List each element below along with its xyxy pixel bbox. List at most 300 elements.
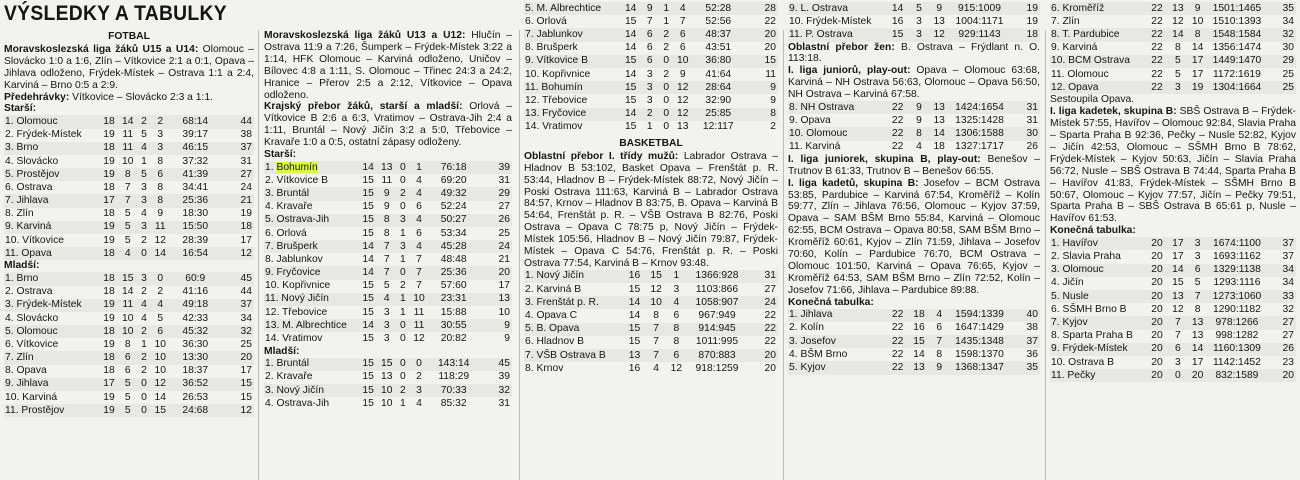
- stat-cell: 20: [1188, 369, 1208, 382]
- stat-cell: 14: [154, 391, 166, 403]
- stat-cell: 11: [413, 306, 425, 318]
- team-name-cell: 11. P. Ostrava: [788, 28, 886, 41]
- stat-cell: 13:30: [169, 351, 222, 364]
- stat-cell: 20: [764, 42, 776, 54]
- stat-cell: 4: [416, 397, 422, 409]
- stat-cell: 12: [929, 28, 949, 41]
- column-5: [1050, 2, 1296, 480]
- stat-cell: 19: [240, 208, 252, 220]
- table-row: [4, 391, 254, 404]
- stat-cell: 9: [157, 208, 164, 220]
- table-row: [524, 121, 778, 134]
- stat-cell: 13: [933, 15, 945, 27]
- stat-cell: 15: [624, 15, 637, 27]
- stat-cell: 14: [1188, 343, 1208, 356]
- standings-table-men-cont: [788, 2, 1040, 42]
- table-row: [264, 371, 512, 384]
- stat-cell: 22: [764, 336, 776, 348]
- stat-cell: 0: [663, 121, 670, 133]
- stat-cell: 3: [1168, 81, 1188, 94]
- stat-cell: 6: [673, 310, 680, 322]
- stat-cell: 12: [674, 81, 692, 94]
- stat-cell: 20: [1146, 369, 1168, 382]
- stat-cell: 7: [1168, 316, 1188, 329]
- stat-cell: 8: [378, 214, 395, 227]
- table-row: [1050, 356, 1296, 369]
- table-row: [1050, 277, 1296, 290]
- stat-cell: 41:64: [705, 68, 732, 80]
- stat-cell: 12:117: [702, 121, 734, 133]
- stat-cell: 32: [1282, 303, 1294, 315]
- team-name-cell: 14. Vratimov: [265, 333, 323, 345]
- stat-cell: 10: [674, 55, 692, 68]
- stat-cell: 6: [124, 365, 131, 377]
- krajsky-paragraph: Krajský přebor žáků, starší a mladší: Orlová – Vítkovice B 2:6 a 6:3, Vratimov – Ostrava-Jih 2:4 a 1:11, Bruntál – Nový Jičín 3:2 a 5:0, Třebovice – Kravaře 1:0 a 0:5, ostatní zápasy odloženy.: [264, 101, 512, 149]
- table-row: [4, 142, 254, 155]
- stat-cell: 3: [137, 194, 152, 207]
- team-name-cell: 6. Vítkovice: [5, 338, 59, 350]
- team-name-cell: 11. Bohumín: [524, 81, 621, 94]
- table-row: [524, 283, 778, 296]
- stat-cell: 22: [1151, 15, 1163, 27]
- stat-cell: 17: [1188, 55, 1208, 68]
- stat-cell: 6: [679, 42, 686, 54]
- column-3: [524, 2, 778, 480]
- stat-cell: 11: [152, 221, 170, 234]
- stat-cell: 11: [122, 129, 134, 141]
- stat-cell: 20: [1146, 316, 1168, 329]
- team-name-cell: 5. M. Albrechtice: [524, 2, 621, 15]
- u15-paragraph: Moravskoslezská liga žáků U15 a U14: Olomouc – Slovácko 1:0 a 1:6, Zlín – Vítkovice 2:1 a 0:1, Opava – Jihlava odloženo, Frýdek-Místek – Ostrava 1:1 a 2:4, Karviná – Brno 0:5 a 2:9.: [4, 43, 254, 91]
- table-row: [524, 296, 778, 309]
- stat-cell: 7: [119, 194, 137, 207]
- stat-cell: 39:17: [182, 129, 209, 141]
- stat-cell: 76:18: [428, 161, 480, 174]
- stat-cell: 36:80: [692, 55, 745, 68]
- stat-cell: 1: [141, 338, 147, 350]
- stat-cell: 22: [1146, 55, 1168, 68]
- stat-cell: 13: [378, 161, 395, 174]
- stat-cell: 48:48: [440, 253, 467, 265]
- table-row: [1050, 237, 1296, 250]
- stat-cell: 7: [378, 240, 395, 253]
- table-row: [788, 348, 1040, 361]
- stat-cell: 20: [1146, 290, 1168, 303]
- stat-cell: 5: [1194, 277, 1201, 289]
- stat-cell: 14: [624, 68, 637, 80]
- stat-cell: 85:32: [440, 397, 467, 409]
- stat-cell: 20: [480, 266, 512, 279]
- stat-cell: 45:32: [169, 325, 222, 338]
- stat-cell: 10: [152, 351, 170, 364]
- stat-cell: 31: [498, 397, 510, 409]
- stat-cell: 3: [395, 214, 410, 227]
- stat-cell: 14: [358, 240, 378, 253]
- stat-cell: 12: [152, 378, 170, 391]
- stat-cell: 20: [222, 351, 255, 364]
- stat-cell: 15: [358, 214, 378, 227]
- stat-cell: 35: [1266, 2, 1296, 15]
- stat-cell: 45: [480, 358, 512, 371]
- stat-cell: 1: [399, 227, 406, 239]
- stat-cell: 17: [99, 378, 119, 391]
- stat-cell: 0: [659, 81, 674, 94]
- stat-cell: 1306:1588: [949, 127, 1009, 140]
- stat-cell: 25: [1266, 81, 1296, 94]
- table-row: [4, 286, 254, 299]
- stat-cell: 5: [383, 280, 390, 292]
- stat-cell: 52:24: [440, 201, 467, 213]
- stat-cell: 22: [891, 322, 904, 334]
- stat-cell: 22: [891, 348, 904, 360]
- table-row: [4, 129, 254, 142]
- table-row: [4, 404, 254, 417]
- stat-cell: 22: [1146, 2, 1168, 15]
- stat-cell: 8: [1194, 303, 1201, 315]
- stat-cell: 5: [124, 208, 131, 220]
- stat-cell: 9: [929, 361, 949, 374]
- stat-cell: 2: [416, 371, 422, 383]
- team-name-cell: 7. Kyjov: [1050, 316, 1146, 329]
- standings-table-final-a: [1050, 237, 1296, 382]
- column-divider: [258, 30, 259, 480]
- stat-cell: 15: [623, 323, 646, 336]
- stat-cell: 1501:1465: [1207, 2, 1266, 15]
- stat-cell: 7: [378, 266, 395, 279]
- stat-cell: 0: [659, 55, 674, 68]
- stat-cell: 37: [1266, 237, 1296, 250]
- stat-cell: 5: [1175, 68, 1181, 80]
- team-name-cell: 9. Jihlava: [4, 378, 99, 391]
- stat-cell: 2: [141, 234, 147, 246]
- stat-cell: 38: [240, 129, 252, 141]
- table-row: [788, 2, 1040, 15]
- stat-cell: 7: [410, 266, 427, 279]
- team-name-cell: 8. T. Pardubice: [1050, 28, 1146, 41]
- stat-cell: 5: [1168, 55, 1188, 68]
- stat-cell: 27: [498, 201, 510, 213]
- stat-cell: 15: [646, 270, 666, 283]
- stat-cell: 3: [141, 181, 147, 193]
- stat-cell: 28:64: [692, 81, 745, 94]
- stat-cell: 13: [1168, 290, 1188, 303]
- stat-cell: 3: [1175, 356, 1181, 368]
- team-name-cell: 2. Ostrava: [5, 286, 53, 298]
- team-name-cell: 9. Karviná: [4, 221, 99, 234]
- stat-cell: 10: [122, 155, 134, 167]
- table-row: [1050, 330, 1296, 343]
- stat-cell: 0: [399, 174, 406, 186]
- stat-cell: 5: [141, 129, 147, 141]
- stat-cell: 31: [1010, 101, 1040, 114]
- table-row: [524, 81, 778, 94]
- stat-cell: 19: [103, 155, 115, 167]
- stat-cell: 31: [240, 155, 252, 167]
- stat-cell: 0: [410, 358, 427, 371]
- table-row: [264, 253, 512, 266]
- stat-cell: 50:27: [428, 214, 480, 227]
- team-name-cell: 1. Jihlava: [788, 309, 886, 322]
- u13-paragraph: Moravskoslezská liga žáků U13 a U12: Hlučín – Ostrava 11:9 a 7:26, Šumperk – Frýdek-Místek 3:22 a 1:14, HFK Olomouc – Karviná odloženo, Uničov – Bílovec 4:8 a 1:11, S. Olomouc – Třinec 24:3 a 24:2, Hranice – Přerov 2:5 a 2:12, Vítkovice – Opava odloženo.: [264, 30, 512, 101]
- stat-cell: 6: [674, 28, 692, 41]
- stat-cell: 9: [504, 333, 510, 345]
- stat-cell: 0: [141, 391, 147, 403]
- team-name-cell: 2. Slavia Praha: [1051, 251, 1121, 263]
- standings-table-mladsi: [4, 272, 254, 417]
- table-row: [524, 362, 778, 375]
- standings-table-basketball-men: [524, 270, 778, 376]
- stat-cell: 3: [395, 240, 410, 253]
- table-row: [1050, 68, 1296, 81]
- stat-cell: 1693:1162: [1212, 251, 1261, 263]
- stat-cell: 22: [886, 309, 909, 322]
- stat-cell: 31: [498, 174, 510, 186]
- stat-cell: 20: [1146, 343, 1168, 356]
- stat-cell: 6: [641, 28, 659, 41]
- team-name-cell: 9. Frýdek-Místek: [1050, 343, 1146, 356]
- stat-cell: 15: [909, 335, 929, 348]
- stat-cell: 24: [240, 181, 252, 193]
- stat-cell: 22: [1146, 81, 1168, 94]
- stat-cell: 8: [124, 338, 131, 350]
- stat-cell: 918:1259: [695, 362, 739, 374]
- stat-cell: 13: [1168, 2, 1188, 15]
- team-name-cell: 8. Brušperk: [525, 42, 578, 54]
- stat-cell: 15: [628, 336, 641, 348]
- stat-cell: 1160:1309: [1207, 343, 1266, 356]
- stat-cell: 0: [152, 272, 170, 285]
- table-row: [4, 247, 254, 260]
- stat-cell: 34: [240, 312, 252, 324]
- table-row: [524, 349, 778, 362]
- team-name-cell: 10. BCM Ostrava: [1050, 55, 1146, 68]
- stat-cell: 22: [886, 127, 909, 140]
- stat-cell: 14: [358, 266, 378, 279]
- table-row: [524, 94, 778, 107]
- table-row: [264, 332, 512, 345]
- table-row: [524, 270, 778, 283]
- stat-cell: 6: [646, 42, 653, 54]
- stat-cell: 27: [222, 168, 255, 181]
- stat-cell: 6: [152, 325, 170, 338]
- stat-cell: 1290:1182: [1212, 303, 1261, 315]
- team-name-cell: 1. Havířov: [1050, 237, 1146, 250]
- team-name-cell: 5. Ostrava-Jih: [264, 214, 358, 227]
- table-row: [788, 15, 1040, 28]
- team-name-cell: 10. Kopřivnice: [525, 68, 591, 80]
- stat-cell: 3: [916, 15, 922, 27]
- stat-cell: 12: [670, 362, 683, 374]
- column-divider: [519, 30, 520, 480]
- stat-cell: 3: [137, 221, 152, 234]
- stat-cell: 1: [399, 397, 406, 409]
- stat-cell: 7: [679, 15, 686, 27]
- stat-cell: 22: [886, 101, 909, 114]
- stat-cell: 1: [399, 253, 406, 265]
- stat-cell: 2: [659, 28, 674, 41]
- stat-cell: 32: [480, 384, 512, 397]
- stat-cell: 3: [641, 81, 659, 94]
- standings-table-starsi: [4, 115, 254, 260]
- stat-cell: 4: [410, 240, 427, 253]
- stat-cell: 7: [124, 181, 131, 193]
- stat-cell: 18: [99, 325, 119, 338]
- table-row: [1050, 303, 1296, 316]
- stat-cell: 30: [1282, 42, 1294, 54]
- page-title: VÝSLEDKY A TABULKY: [4, 2, 227, 25]
- team-name-cell: 2. Karviná B: [525, 283, 582, 295]
- stat-cell: 15: [358, 384, 378, 397]
- stat-cell: 60:9: [169, 272, 222, 285]
- stat-cell: 10: [378, 384, 395, 397]
- table-row: [1050, 15, 1296, 28]
- stat-cell: 38: [1026, 322, 1038, 334]
- stat-cell: 3: [383, 333, 390, 345]
- table-row: [4, 194, 254, 207]
- stat-cell: 4: [929, 309, 949, 322]
- team-name-cell: 2. Vítkovice B: [265, 174, 328, 186]
- stat-cell: 3: [152, 142, 170, 155]
- stat-cell: 17: [1168, 237, 1188, 250]
- table-row: [264, 201, 512, 214]
- stat-cell: 19: [99, 299, 119, 312]
- table-row: [1050, 2, 1296, 15]
- table-row: [788, 309, 1040, 322]
- stat-cell: 1548:1584: [1207, 28, 1266, 41]
- stat-cell: 1327:1717: [955, 141, 1004, 153]
- stat-cell: 4: [410, 214, 427, 227]
- stat-cell: 10: [119, 325, 137, 338]
- team-name-cell: 5. B. Opava: [524, 323, 623, 336]
- table-row: [1050, 290, 1296, 303]
- stat-cell: 22: [891, 141, 904, 153]
- stat-cell: 70:33: [428, 384, 480, 397]
- stat-cell: 13: [381, 371, 393, 383]
- table-row: [1050, 264, 1296, 277]
- stat-cell: 14: [624, 42, 637, 54]
- stat-cell: 16: [628, 362, 641, 374]
- stat-cell: 6: [416, 227, 422, 239]
- stat-cell: 3: [1188, 237, 1208, 250]
- stat-cell: 0: [399, 201, 406, 213]
- stat-cell: 14: [1191, 42, 1204, 54]
- stat-cell: 15: [378, 358, 395, 371]
- stat-cell: 0: [659, 108, 674, 121]
- stat-cell: 44: [240, 286, 252, 298]
- table-row: [524, 55, 778, 68]
- standings-table-final-b: [788, 309, 1040, 375]
- oblastni-muzi-paragraph: Oblastní přebor I. třídy mužů: Labrador Ostrava – Hladnov B 53:102, Basket Opava – Frenštát p. R. 53:44, Hladnov B – Frýdek-Místek 88:72, Nový Jičín – Poski Ostrava 111:63, Karviná B – Labrador Ostrava 84:57, Krnov – Hladnov B 83:75, B. Opava – Karviná B 54:64, Frenštát p. R. – VŠB Ostrava B 82:76, Poski Ostrava – Opava C 78:75 p, Nový Jičín – Frýdek-Místek 105:56, Hladnov B – Nový Jičín 79:87, Frýdek-Místek – Opava C 54:76, Frenštát p. R. – Poski Ostrava 77:54, Karviná B – Krnov 93:48.: [524, 150, 778, 269]
- stat-cell: 1: [663, 15, 670, 27]
- stat-cell: 7: [646, 323, 666, 336]
- stat-cell: 19: [103, 234, 115, 246]
- stat-cell: 15: [628, 283, 641, 295]
- stat-cell: 14: [929, 127, 949, 140]
- team-name-cell: 8. Sparta Praha B: [1051, 330, 1133, 342]
- table-row: [1050, 316, 1296, 329]
- team-name-cell: 3. Frýdek-Místek: [4, 299, 99, 312]
- team-name-cell: 4. Ostrava-Jih: [265, 397, 330, 409]
- stat-cell: 3: [157, 129, 164, 141]
- table-label-final-2: Konečná tabulka:: [1050, 225, 1136, 237]
- table-row: [1050, 81, 1296, 94]
- table-row: [4, 181, 254, 194]
- stat-cell: 30: [1010, 127, 1040, 140]
- stat-cell: 19: [99, 168, 119, 181]
- stat-cell: 2: [770, 121, 776, 133]
- stat-cell: 22: [764, 310, 776, 322]
- stat-cell: 15: [222, 378, 255, 391]
- stat-cell: 6: [1188, 264, 1208, 277]
- stat-cell: 13: [933, 114, 945, 126]
- stat-cell: 0: [395, 161, 410, 174]
- stat-cell: 28:39: [182, 234, 209, 246]
- stat-cell: 36:52: [169, 378, 222, 391]
- stat-cell: 34: [1282, 15, 1294, 27]
- stat-cell: 14: [358, 319, 378, 332]
- stat-cell: 1325:1428: [955, 114, 1004, 126]
- stat-cell: 8: [936, 348, 943, 360]
- team-name-cell: 11. Prostějov: [4, 404, 99, 417]
- stat-cell: 21: [222, 194, 255, 207]
- stat-cell: 7: [1188, 290, 1208, 303]
- team-name-cell: 1. Bohumín: [264, 161, 358, 174]
- stat-cell: 10: [1191, 15, 1204, 27]
- team-name-cell: 5. Kyjov: [788, 361, 886, 374]
- table-row: [264, 384, 512, 397]
- team-name-cell: 2. Frýdek-Místek: [5, 129, 82, 141]
- juniorky-paragraph: I. liga juniorek, skupina B, play-out: Benešov – Trutnov B 61:33, Trutnov B – Benešov 66:55.: [788, 153, 1040, 177]
- stat-cell: 12: [154, 234, 166, 246]
- standings-table-mladsi-2: [264, 358, 512, 411]
- stat-cell: 15: [358, 358, 378, 371]
- stat-cell: 1: [410, 161, 427, 174]
- team-name-cell: 11. Karviná: [789, 141, 841, 153]
- table-row: [788, 322, 1040, 335]
- table-row: [264, 214, 512, 227]
- stat-cell: 2: [141, 286, 147, 298]
- stat-cell: 2: [641, 108, 659, 121]
- team-name-cell: 7. Brušperk: [264, 240, 358, 253]
- team-name-cell: 4. Slovácko: [5, 312, 59, 324]
- table-row: [264, 358, 512, 371]
- team-name-cell: 5. Olomouc: [4, 325, 99, 338]
- stat-cell: 9: [1188, 2, 1208, 15]
- stat-cell: 26: [1026, 141, 1038, 153]
- table-label-final: Konečná tabulka:: [788, 296, 874, 308]
- stat-cell: 52:28: [692, 2, 745, 15]
- stat-cell: 18: [103, 208, 115, 220]
- stat-cell: 10: [122, 312, 134, 324]
- stat-cell: 48:37: [692, 28, 745, 41]
- table-row: [4, 365, 254, 378]
- stat-cell: 37: [222, 299, 255, 312]
- stat-cell: 5: [119, 404, 137, 417]
- team-name-cell: 12. Opava: [1050, 81, 1146, 94]
- stat-cell: 15: [362, 201, 374, 213]
- team-name-cell: 10. Olomouc: [788, 127, 886, 140]
- stat-cell: 1: [659, 2, 674, 15]
- stat-cell: 37: [1282, 251, 1294, 263]
- table-row: [788, 141, 1040, 154]
- table-row: [1050, 42, 1296, 55]
- stat-cell: 37: [222, 142, 255, 155]
- stat-cell: 20: [1266, 369, 1296, 382]
- stat-cell: 29: [480, 187, 512, 200]
- stat-cell: 44: [222, 115, 255, 128]
- stat-cell: 978:1266: [1207, 316, 1266, 329]
- stat-cell: 0: [663, 94, 670, 106]
